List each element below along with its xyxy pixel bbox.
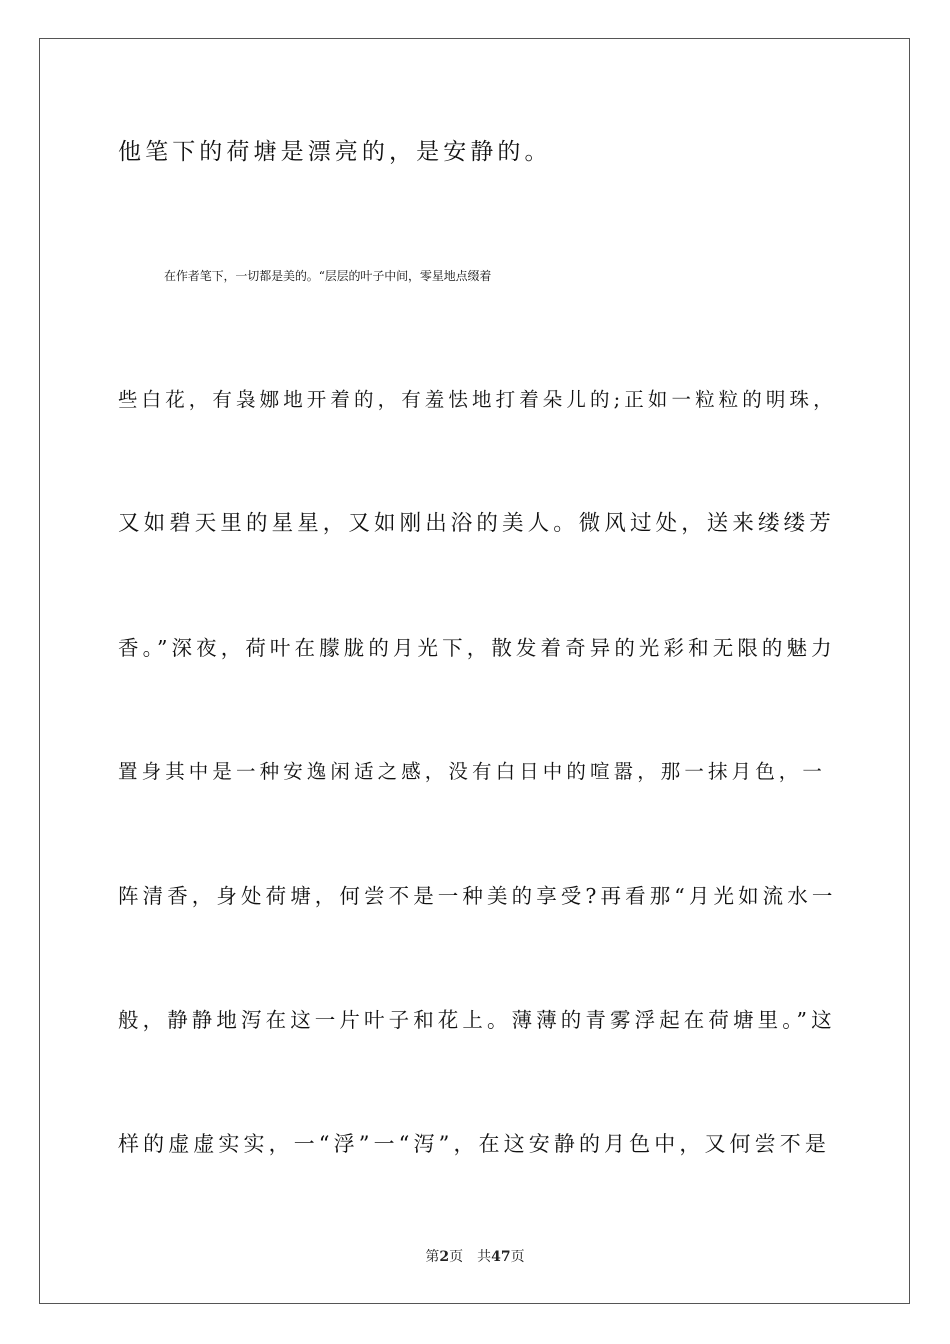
total-suffix: 页 bbox=[510, 1249, 525, 1265]
page-prefix: 第 bbox=[425, 1249, 440, 1265]
text-line-5: 香。”深夜，荷叶在朦胧的月光下，散发着奇异的光彩和无限的魅力 bbox=[118, 636, 836, 660]
text-line-8: 般，静静地泻在这一片叶子和花上。薄薄的青雾浮起在荷塘里。”这 bbox=[118, 1008, 836, 1032]
total-pages: 47 bbox=[491, 1249, 511, 1265]
text-line-1: 他笔下的荷塘是漂亮的，是安静的。 bbox=[118, 139, 552, 165]
text-line-2: 在作者笔下，一切都是美的。“层层的叶子中间，零星地点缀着 bbox=[164, 269, 492, 283]
text-line-3: 些白花，有袅娜地开着的，有羞怯地打着朵儿的;正如一粒粒的明珠， bbox=[118, 388, 837, 411]
text-line-4: 又如碧天里的星星，又如刚出浴的美人。微风过处，送来缕缕芳 bbox=[118, 511, 835, 536]
text-line-9: 样的虚虚实实，一“浮”一“泻”，在这安静的月色中，又何尝不是 bbox=[118, 1132, 830, 1156]
total-prefix: 共 bbox=[477, 1249, 492, 1265]
text-line-6: 置身其中是一种安逸闲适之感，没有白日中的喧嚣，那一抹月色，一 bbox=[118, 760, 827, 783]
page-border bbox=[39, 38, 910, 1304]
page-footer bbox=[0, 1248, 950, 1266]
text-line-7: 阵清香，身处荷塘，何尝不是一种美的享受?再看那“月光如流水一 bbox=[118, 884, 837, 908]
page-number: 2 bbox=[439, 1249, 450, 1265]
page-suffix: 页 bbox=[449, 1249, 464, 1265]
